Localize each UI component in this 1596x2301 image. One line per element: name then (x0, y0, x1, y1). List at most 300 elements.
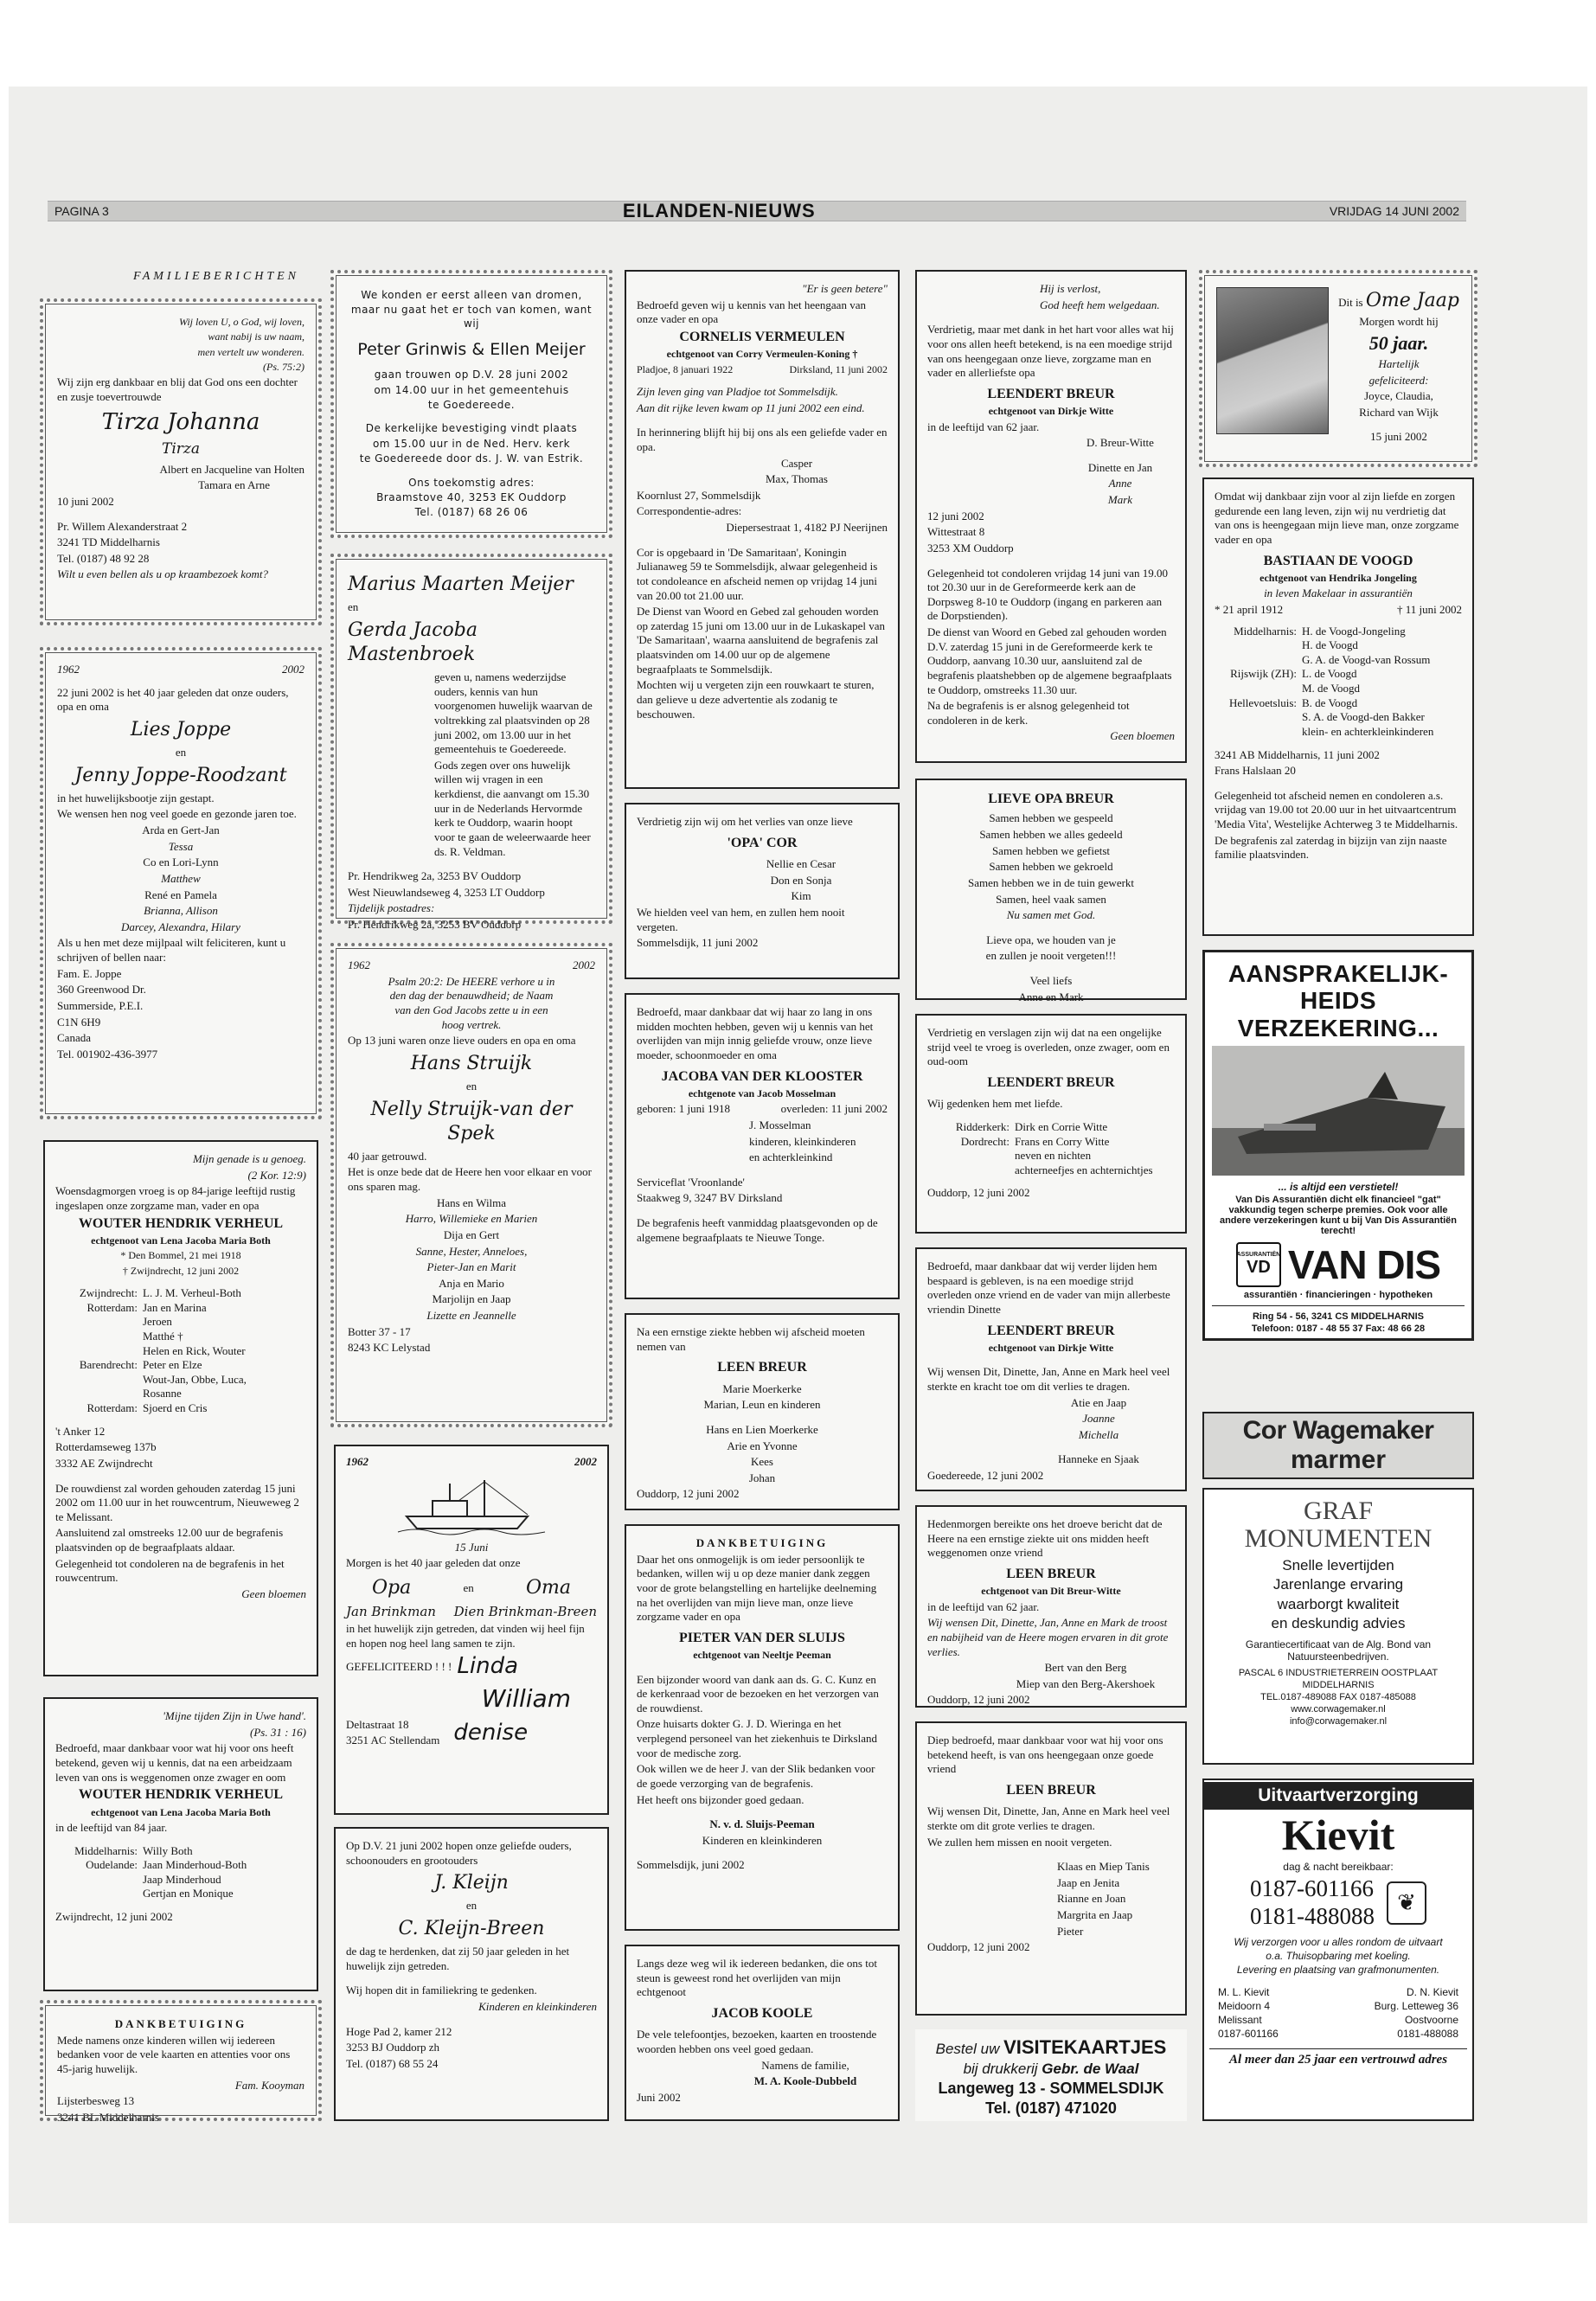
address-line: Lijsterbesweg 13 (57, 2094, 135, 2108)
spouse: echtgenoot van Dit Breur-Witte (981, 1585, 1121, 1598)
verse: Mijn genade is u genoeg. (192, 1152, 306, 1165)
text: We wensen hen nog veel goede en gezonde jaren toe. (57, 807, 297, 821)
address-line: 3253 BJ Ouddorp zh (346, 2041, 439, 2054)
relative-name: G. A. de Voogd-van Rossum (1302, 652, 1431, 666)
text: gefeliciteerd: (1368, 373, 1429, 387)
wedding-grinwis-meijer (330, 270, 612, 538)
place (1215, 682, 1297, 696)
place (55, 1344, 138, 1359)
text: Ons toekomstig adres: (408, 476, 535, 489)
address-line: West Nieuwlandseweg 4, 3253 LT Ouddorp (348, 885, 545, 899)
spouse: echtgenote van Jacob Mosselman (688, 1086, 836, 1099)
relative-name: neven en nichten (1015, 1149, 1092, 1163)
obituary-leen-breur-tanis (915, 1721, 1187, 2016)
text: De kerkelijke bevestiging vindt plaats (365, 422, 578, 435)
footnote: Ouddorp, 12 juni 2002 (637, 1487, 740, 1501)
relative-row (55, 1373, 306, 1388)
date: 15 Juni (454, 1540, 489, 1554)
text: Omdat wij dankbaar zijn voor al zijn liefde en zorgen gedurende een lang leven, zijn wij nu verdrietig dat van ons is heengegaan mijn lieve man, onze zorgzame vader en opa (1215, 490, 1459, 546)
ad-text: dag & nacht bereikbaar: (1283, 1861, 1394, 1873)
poem-line: Samen hebben we gefietst (991, 843, 1111, 857)
name: Nelly Struijk-van der Spek (370, 1098, 573, 1144)
siblings: Tamara en Arne (198, 478, 270, 492)
deceased-name: JACOB KOOLE (711, 2005, 813, 2021)
grave-monuments-ad (1202, 1488, 1474, 1765)
wagemaker-marble-ad (1202, 1412, 1474, 1479)
name: Gerda Jacoba Mastenbroek (348, 619, 478, 665)
section-title: FAMILIEBERICHTEN (132, 270, 300, 283)
relative-name: L. J. M. Verheul-Both (143, 1286, 241, 1300)
deceased-name: LEENDERT BREUR (987, 386, 1115, 401)
text: Hedenmorgen bereikte ons het droeve bericht dat de Heere na een ernstige ziekte uit ons midden heeft weggenomen onze vriend (927, 1517, 1163, 1560)
company-logo: marmer (1290, 1445, 1387, 1474)
text: Woensdagmorgen vroeg is op 84-jarige leeftijd rustig ingeslapen onze zorgzame man, vader en opa (55, 1184, 296, 1212)
place: Rotterdam: (87, 1401, 138, 1415)
age: in de leeftijd van 84 jaar. (55, 1820, 168, 1834)
poem-line: Samen hebben we in de tuin gewerkt (967, 875, 1135, 889)
conjunction: en (465, 1899, 478, 1913)
text: Op 13 juni waren onze lieve ouders en opa en oma (348, 1034, 576, 1048)
address-line: 3241 TD Middelharnis (57, 535, 160, 549)
obituary-lieve-opa-breur (915, 779, 1187, 1003)
poem-line: Nu samen met God. (1006, 908, 1096, 922)
place (55, 1387, 138, 1401)
relatives: D. Breur-Witte Dinette en Jan Anne Mark (1086, 436, 1154, 507)
text: 40 jaar getrouwd. (348, 1149, 427, 1163)
ad-company: Gebr. de Waal (1042, 2061, 1139, 2077)
text: Verdrietig zijn wij om het verlies van onze lieve (637, 815, 853, 828)
anniversary-joppe (40, 647, 322, 1119)
text: De begrafenis heeft vanmiddag plaatsgevonden op de algemene begraafplaats te Nieuwe Tonge. (637, 1216, 878, 1244)
contact-left: M. L. Kievit Meidoorn 4 Melissant 0187-601166 (1218, 1986, 1279, 2041)
spouse: echtgenoot van Corry Vermeulen-Koning † (666, 348, 858, 361)
anniversary-struijk (330, 943, 612, 1427)
relative-name: Wout-Jan, Obbe, Luca, (143, 1372, 247, 1386)
place: Rijswijk (ZH): (1230, 667, 1297, 681)
address-line: Frans Halslaan 20 (1215, 764, 1296, 778)
name: J. Kleijn (434, 1872, 509, 1894)
deceased-name: JACOBA VAN DER KLOOSTER (661, 1068, 863, 1084)
deceased-name: WOUTER HENDRIK VERHEUL (78, 1787, 284, 1803)
poem-line: Samen hebben we alles gedeeld (979, 828, 1123, 842)
text: Gelegenheid tot afscheid nemen en condoleren a.s. vrijdag van 19.00 tot 20.00 uur in het uitvaartcentrum 'Media Vita', Westelijke Achterweg 3 te Middelharnis. (1215, 788, 1458, 831)
relative-row (1215, 710, 1462, 725)
relative-name: Sjoerd en Cris (143, 1401, 208, 1415)
obituary-leendert-breur (915, 270, 1187, 763)
address-line: Correspondentie-adres: (637, 504, 742, 518)
relative-name: klein- en achterkleinkinderen (1302, 724, 1434, 738)
text: om 14.00 uur in het gemeentehuis (374, 383, 569, 396)
text: Hartelijk (1378, 356, 1420, 370)
text: Gelegenheid tot condoleren vrijdag 14 juni van 19.00 tot 20.30 uur in de Gereformeerde kerk aan de Dorpsweg 8-10 te Ouddorp (ingang en parkeren aan de Dorpstienden). (927, 566, 1168, 623)
text: Gods zegen over ons huwelijk willen wij vragen in een kerkdienst, die aanvangt om 15.30 uur in de Nederlands Hervormde kerk te Ouddorp, waarin hoopt voor te gaan de weleerwaarde heer ds. R. Veldman. (434, 758, 591, 858)
relatives (55, 1286, 306, 1416)
footnote: Geen bloemen (241, 1586, 306, 1600)
shipwreck-photo (1212, 1046, 1465, 1176)
relative-name: achterneefjes en achternichtjes (1015, 1163, 1153, 1176)
title: DANKBETUIGING (695, 1536, 829, 1549)
conjunction: en (175, 746, 187, 760)
ad-contact: PASCAL 6 INDUSTRIETERREIN OOSTPLAAT MIDDELHARNIS TEL.0187-489088 FAX 0187-485088 www.corwagemaker.nl info@corwagemaker.nl (1238, 1667, 1439, 1727)
page-number: PAGINA 3 (54, 204, 109, 218)
text: Bedroefd, maar dankbaar dat wij verder lijden hem bespaard is gebleven, is na een moedige strijd overleden onze vriend en de vader van mijn allerbeste vriendin Dinette (927, 1259, 1170, 1316)
text: Verdrietig en verslagen zijn wij dat na een ongelijke strijd veel te vroeg is overleden, onze zwager, oom en oud-oom (927, 1026, 1170, 1068)
text: geven u, namens wederzijdse ouders, kennis van hun voorgenomen huwelijk waarvan de voltrekking zal plaatsvinden op 28 juni 2002, om 13.00 uur in het gemeentehuis te Goedereede. (434, 670, 593, 756)
place: Middelharnis: (74, 1843, 138, 1857)
years: 1962 2002 (348, 958, 595, 971)
relative-row (55, 1358, 306, 1373)
address-line: Hoge Pad 2, kamer 212 (346, 2024, 452, 2038)
text: De Dienst van Woord en Gebed zal gehouden worden op zaterdag 15 juni om 13.00 uur in de Lukaskapel van 'De Samaritaan', waarna aansluitend de begrafenis zal plaatsvinden om 14.00 uur op de algemene begraafplaats te Sommelsdijk. (637, 605, 886, 676)
relative-row (55, 1315, 306, 1330)
relatives: Atie en Jaap Joanne Michella Hanneke en Sjaak (1058, 1395, 1139, 1466)
relative-row (1215, 667, 1462, 682)
text: Wij gedenken hem met liefde. (927, 1097, 1063, 1111)
relative-row (1215, 625, 1462, 639)
place (55, 1373, 138, 1388)
text: Dit is (1338, 296, 1363, 309)
contact-right: D. N. Kievit Burg. Letteweg 36 Oostvoorne 0181-488088 (1374, 1986, 1458, 2041)
place (1215, 638, 1297, 653)
signature: Kinderen en kleinkinderen (702, 1833, 823, 1847)
ad-headline: Uitvaartverzorging (1204, 1782, 1472, 1810)
text: Na een ernstige ziekte hebben wij afscheid moeten nemen van (637, 1325, 865, 1353)
relatives: Klaas en Miep Tanis Jaap en Jenita Rianne en Joan Margrita en Jaap Pieter (1057, 1860, 1150, 1938)
relative-row (55, 1330, 306, 1344)
name: Hans Struijk (410, 1052, 533, 1074)
signature: M. A. Koole-Dubbeld (753, 2074, 857, 2088)
address-line: Tel. (0187) 68 55 24 (346, 2056, 439, 2070)
phone: 0187-601166 (1250, 1875, 1374, 1901)
deceased-name: LEEN BREUR (717, 1360, 807, 1375)
died: † Zwijndrecht, 12 juni 2002 (122, 1264, 240, 1277)
poem-line: Samen, heel vaak samen (996, 892, 1106, 906)
relative-row (1215, 653, 1462, 668)
text: Bedroefd, maar dankbaar dat wij haar zo lang in ons midden mochten hebben, geven wij u kennis van het overlijden van mijn innig geliefde vrouw, onze lieve moeder, schoonmoeder en oma (637, 1005, 874, 1061)
relative: Max, Thomas (766, 472, 828, 486)
deceased-name: LEEN BREUR (1006, 1782, 1096, 1798)
text: Als u hen met deze mijlpaal wilt feliciteren, kunt u schrijven of bellen naar: (57, 936, 286, 965)
place: Dordrecht: (960, 1134, 1010, 1148)
verse: Aan dit rijke leven kwam op 11 juni 2002 een eind. (637, 401, 865, 414)
name: Marius Maarten Meijer (348, 574, 574, 595)
verse-ref: (2 Kor. 12:9) (247, 1168, 306, 1182)
address-line: 3241 BL Middelharnis (57, 2110, 159, 2124)
ad-text: ... is altijd een verstietel! (1278, 1181, 1399, 1194)
conjunction: en (463, 1580, 474, 1594)
ad-tagline: Snelle levertijden Jarenlange ervaring waarborgt kwaliteit en deskundig advies (1271, 1557, 1406, 1632)
poem-line: en zullen je nooit vergeten!!! (985, 949, 1117, 963)
deceased-name: CORNELIS VERMEULEN (679, 329, 845, 344)
title: DANKBETUIGING (114, 2017, 247, 2030)
newspaper-logo: EILANDEN-NIEUWS (622, 200, 816, 221)
name: Oma (525, 1576, 571, 1599)
relative-row (55, 1286, 306, 1301)
footnote: Ouddorp, 12 juni 2002 (927, 1186, 1030, 1200)
born: * Den Bommel, 21 mei 1918 (120, 1249, 241, 1262)
footnote: Sommelsdijk, juni 2002 (637, 1858, 745, 1872)
address-line: Botter 37 - 17 (348, 1324, 411, 1338)
relatives: Nellie en Cesar Don en Sonja Kim (766, 857, 836, 903)
place (55, 1330, 138, 1344)
signature: Anne en Mark (1018, 990, 1084, 1003)
relative-name: Helen en Rick, Wouter (143, 1343, 246, 1357)
relative-name: B. de Voogd (1302, 695, 1358, 709)
spouse: echtgenoot van Lena Jacoba Maria Both (91, 1234, 271, 1247)
text: De dienst van Woord en Gebed zal gehouden worden D.V. zaterdag 15 juni in de Gereformeerde kerk te Ouddorp, aanvang 10.30 uur, aansluitend zal de begrafenis plaatshebben op de algemene begraafplaats te Ouddorp, omstreeks 11.30 uur. (927, 625, 1172, 696)
place: Zwijndrecht: (79, 1286, 138, 1300)
ad-headline: MONUMENTEN (1244, 1524, 1433, 1553)
text: Richard van Wijk (1359, 405, 1439, 419)
address-line: 8243 KC Lelystad (348, 1341, 431, 1355)
signature: Veel liefs (1029, 974, 1073, 988)
years: 1962 2002 (57, 663, 304, 676)
place (1215, 710, 1297, 725)
kievit-funeral-ad (1202, 1779, 1474, 2121)
text: Aansluitend zal omstreeks 12.00 uur de begrafenis plaatsvinden op de begraafplaats aldaar. (55, 1526, 284, 1554)
obituary-verheul-2 (43, 1697, 318, 1991)
text: Joyce, Claudia, (1364, 389, 1433, 403)
text: Daar het ons onmogelijk is om ieder persoonlijk te bedanken, willen wij u op deze manier dank zeggen voor de grote belangstelling en hartelijke deelneming na het overlijden van mijn lieve man, onze lieve zorgzame vader en opa (637, 1552, 877, 1624)
relative-name: S. A. de Voogd-den Bakker (1302, 710, 1425, 724)
dates: Pladjoe, 8 januari 1922 Dirksland, 11 juni 2002 (637, 362, 888, 375)
footnote: Goedereede, 12 juni 2002 (927, 1469, 1044, 1483)
relative-name: M. de Voogd (1302, 682, 1361, 695)
ad-headline: GRAF (1303, 1497, 1374, 1525)
text: Braamstove 40, 3253 EK Ouddorp (376, 490, 567, 503)
company-logo: Cor Wagemaker (1242, 1416, 1434, 1445)
relatives (927, 1120, 1175, 1178)
footnote: Ouddorp, 12 juni 2002 (927, 1693, 1030, 1707)
verse-ref: (Ps. 31 : 16) (250, 1725, 306, 1739)
wedding-meijer-mastenbroek (330, 554, 612, 932)
relative-row (55, 1401, 306, 1416)
text: Ook willen we de heer J. van der Slik bedanken voor de goede verzorging van de begrafenis. (637, 1762, 875, 1790)
anniversary-brinkman (334, 1445, 609, 1815)
footnote: Juni 2002 (637, 2090, 681, 2104)
deceased-name: LEENDERT BREUR (987, 1323, 1115, 1338)
spouse: echtgenoot van Hendrika Jongeling (1259, 571, 1417, 584)
text: om 15.00 uur in de Ned. Herv. kerk (372, 437, 571, 450)
signature: N. v. d. Sluijs-Peeman (709, 1817, 815, 1831)
obituary-de-voogd (1202, 478, 1474, 936)
footnote: Ouddorp, 12 juni 2002 (927, 1940, 1030, 1954)
ad-services: Wij verzorgen voor u alles rondom de uitvaart o.a. Thuisopbaring met koeling. Levering en plaatsing van grafmonumenten. (1234, 1936, 1443, 1977)
name: C. Kleijn-Breen (398, 1918, 545, 1940)
relative-name: Frans en Corry Witte (1015, 1134, 1110, 1148)
deceased-name: LIEVE OPA BREUR (988, 792, 1114, 806)
place (927, 1149, 1010, 1163)
place: Rotterdam: (87, 1300, 138, 1314)
address-line: Pr. Willem Alexanderstraat 2 (57, 519, 188, 533)
ad-headline: AANSPRAKELIJK- HEIDS VERZEKERING... (1227, 960, 1449, 1042)
boy-photo (1216, 287, 1329, 434)
spouse: echtgenoot van Neeltje Peeman (693, 1649, 831, 1662)
name: Ome Jaap (1365, 290, 1459, 311)
name: Jenny Joppe-Roodzant (74, 764, 287, 786)
place: Ridderkerk: (955, 1119, 1010, 1133)
ad-text: assurantiën · financieringen · hypotheken (1243, 1290, 1433, 1301)
conjunction: en (348, 600, 359, 614)
verse: Wij loven U, o God, wij loven, want nabij is uw naam, men vertelt uw wonderen. (Ps. 75:2) (179, 316, 304, 374)
signature: Fam. Kooyman (234, 2078, 304, 2092)
relative-row (927, 1135, 1175, 1150)
text: de dag te herdenken, dat zij 50 jaar geleden in het huwelijk zijn getreden. (346, 1945, 570, 1972)
relative-row (55, 1887, 306, 1901)
place (927, 1163, 1010, 1178)
ad-text: bij drukkerij (963, 2061, 1038, 2077)
thanks-koole (625, 1945, 900, 2121)
dates: geboren: 1 juni 1918 overleden: 11 juni 2002 (637, 1102, 888, 1116)
poem (927, 811, 1175, 907)
conjunction: en (465, 1079, 478, 1093)
birthday-ome-jaap (1199, 270, 1477, 467)
text: Na de begrafenis is er alsnog gelegenheid tot condoleren in de kerk. (927, 699, 1130, 727)
text: Mochten wij u vergeten zijn een rouwkaart te sturen, dan gelieve u deze advertentie als zodanig te beschouwen. (637, 678, 875, 721)
address: Deltastraat 18 3251 AC Stellendam (346, 1717, 440, 1747)
deceased-name: PIETER VAN DER SLUIJS (679, 1630, 845, 1645)
place (55, 1887, 138, 1901)
text: Wij wensen Dit, Dinette, Jan, Anne en Mark heel veel sterkte en kracht toe om dit verlies te dragen. (927, 1365, 1170, 1393)
bird-emblem-icon: ❦ (1387, 1881, 1426, 1925)
name: Lies Joppe (130, 718, 232, 740)
signature: Kinderen en kleinkinderen (478, 2000, 597, 2014)
relative-name: Rosanne (143, 1387, 182, 1400)
family-list: Arda en Gert-Jan Tessa Co en Lori-Lynn Matthew René en Pamela Brianna, Allison Darcey, Alexandra, Hilary (121, 824, 240, 933)
spouse: echtgenoot van Dirkje Witte (988, 405, 1114, 418)
verse: Zijn leven ging van Pladjoe tot Sommelsdijk. (637, 385, 838, 399)
place: Oudelande: (86, 1858, 138, 1872)
relative-row (927, 1149, 1175, 1163)
ad-address: Ring 54 - 56, 3241 CS MIDDELHARNIS (1252, 1311, 1425, 1323)
text: Op D.V. 21 juni 2002 hopen onze geliefde ouders, schoonouders en grootouders (346, 1839, 572, 1867)
text: Het is onze bede dat de Heere hen voor elkaar en voor ons sparen mag. (348, 1165, 592, 1194)
phone: 0181-488088 (1250, 1902, 1375, 1929)
name: Dien Brinkman-Breen (453, 1604, 597, 1620)
deceased-name: BASTIAAN DE VOOGD (1263, 553, 1413, 568)
address-line: Pr. Hendrikweg 2a, 3253 BV Ouddorp (348, 869, 522, 883)
text: te Goedereede door ds. J. W. van Estrik. (359, 452, 584, 465)
poem-line: Lieve opa, we houden van je (986, 933, 1116, 946)
text: Verdrietig, maar met dank in het hart voor alles wat hij voor ons allen heeft betekend, is na een moedige strijd van ons heengegaan onze lieve, zorgzame man en vader en allerliefste opa (927, 323, 1174, 380)
obituary-vermeulen (625, 270, 900, 789)
text: Morgen is het 40 jaar geleden dat onze (346, 1556, 521, 1570)
ad-text: Van Dis Assurantiën dicht elk financieel "gat" vakkundig tegen scherpe premies. Ook voor alle andere verzekeringen kunt u bij Van Dis Assurantiën terecht! (1219, 1195, 1458, 1237)
footnote: Wilt u even bellen als u op kraambezoek komt? (57, 567, 269, 581)
relative-name: L. de Voogd (1302, 667, 1357, 681)
obituary-breur-witte (915, 1014, 1187, 1234)
poem-line: Samen hebben we gekroeld (989, 860, 1113, 874)
text: Onze huisarts dokter G. J. D. Wieringa en het verplegend personeel van het ziekenhuis te Dirksland voor de medische zorg. (637, 1717, 877, 1759)
verse: "Er is geen betere" (802, 282, 888, 295)
spouse: echtgenoot van Dirkje Witte (988, 1341, 1114, 1354)
occupation: in leven Makelaar in assurantiën (1264, 586, 1413, 600)
verse: Psalm 20:2: De HEERE verhore u in den dag der benauwdheid; de Naam van den God Jacobs zette u in een hoog vertrek. (388, 974, 555, 1031)
relative-row (55, 1873, 306, 1888)
date: 12 juni 2002 (927, 509, 984, 522)
issue-date: VRIJDAG 14 JUNI 2002 (1329, 204, 1459, 218)
text: Wij wensen Dit, Dinette, Jan, Anne en Mark heel veel sterkte om dit grote verlies te dragen. (927, 1804, 1170, 1832)
text: Cor is opgebaard in 'De Samaritaan', Koningin Julianaweg 59 te Sommelsdijk, alwaar gelegenheid is tot condoleance en afscheid nemen op vrijdag 14 juni van 20.00 tot 21.00 uur. (637, 545, 878, 602)
relatives: Marie Moerkerke Marian, Leun en kinderen Hans en Lien Moerkerke Arie en Yvonne Kees Johan (703, 1381, 821, 1484)
address-line: Diepersestraat 1, 4182 PJ Neerijnen (726, 521, 888, 535)
baby-short-name: Tirza (162, 439, 200, 458)
verse: 'Mijne tijden Zijn in Uwe hand'. (163, 1709, 306, 1722)
relative-name: H. de Voogd-Jongeling (1302, 624, 1406, 638)
address-line: Serviceflat 'Vroonlande' (637, 1175, 745, 1189)
deceased-name: LEENDERT BREUR (987, 1074, 1115, 1090)
ad-text: Garantiecertificaat van de Alg. Bond van Natuursteenbedrijven. (1245, 1638, 1432, 1663)
obituary-leen-breur-moerkerke (625, 1313, 900, 1510)
relative-name: Jan en Marina (143, 1300, 207, 1314)
footnote: Sommelsdijk, 11 juni 2002 (637, 936, 759, 950)
relatives: J. Mosselman kinderen, kleinkinderen en achterkleinkind (749, 1118, 856, 1164)
ad-address: Langeweg 13 - SOMMELSDIJK (938, 2080, 1164, 2097)
address-line: Staakweg 9, 3247 BV Dirksland (637, 1191, 783, 1205)
thanks-kooyman (40, 2000, 322, 2124)
relative-row (55, 1344, 306, 1359)
thanks-van-der-sluijs (625, 1524, 900, 1931)
text: Het heeft ons bijzonder goed gedaan. (637, 1792, 804, 1806)
text: We zullen hem missen en nooit vergeten. (927, 1835, 1112, 1849)
handwritten-signature: denise (453, 1719, 529, 1746)
relative-row (55, 1387, 306, 1401)
place: Barendrecht: (79, 1358, 138, 1372)
text: Bedroefd geven wij u kennis van het heengaan van onze vader en opa (637, 298, 866, 326)
relative-row (1215, 696, 1462, 711)
relative-name: Jaan Minderhoud-Both (143, 1858, 247, 1872)
text: We hielden veel van hem, en zullen hem nooit vergeten. (637, 905, 845, 933)
relatives: Bert van den Berg Miep van den Berg-Akershoek (1016, 1661, 1156, 1690)
relative-row (1215, 682, 1462, 696)
page-header (48, 201, 1466, 221)
address-line: Koornlust 27, Sommelsdijk (637, 488, 761, 502)
text: gaan trouwen op D.V. 28 juni 2002 (374, 369, 569, 381)
announcement-text: 22 juni 2002 is het 40 jaar geleden dat onze ouders, opa en oma (57, 685, 289, 714)
name: Opa (372, 1576, 412, 1599)
relative-name: Gertjan en Monique (143, 1887, 234, 1900)
anniversary-kleijn (334, 1827, 609, 2121)
address-line: Pr. Hendrikweg 2a, 3253 BV Ouddorp (348, 918, 522, 932)
relative-row (1215, 638, 1462, 653)
text: Langs deze weg wil ik iedereen bedanken, die ons tot steun is geweest rond het overlijden van mijn echtgenoot (637, 1957, 877, 1999)
baby-name: Tirza Johanna (101, 408, 260, 435)
date: 15 juni 2002 (1370, 430, 1427, 444)
text: Morgen wordt hij (1359, 315, 1439, 329)
deceased-name: WOUTER HENDRIK VERHEUL (78, 1215, 284, 1231)
ad-phone: Telefoon: 0187 - 48 55 37 Fax: 48 66 28 (1251, 1324, 1426, 1335)
address-line: Tijdelijk postadres: (348, 901, 435, 915)
relative-row (927, 1120, 1175, 1135)
text: Een bijzonder woord van dank aan ds. G. C. Kunz en de kerkenraad voor de bezoeken en het verzorgen van de rouwdienst. (637, 1672, 879, 1715)
age: 50 jaar. (1368, 331, 1429, 354)
ad-text: Bestel uw (935, 2041, 1000, 2057)
address: 't Anker 12 Rotterdamseweg 137b 3332 AE Zwijndrecht (55, 1424, 157, 1470)
relative-row (1215, 725, 1462, 740)
spouse: echtgenoot van Lena Jacoba Maria Both (91, 1805, 271, 1818)
deceased-name: 'OPA' COR (727, 835, 798, 850)
handwritten-signature: Linda (457, 1653, 519, 1680)
company-logo: Kievit (1281, 1811, 1395, 1859)
text: We konden er eerst alleen van dromen, (361, 289, 582, 301)
poem-line: Samen hebben we gespeeld (989, 811, 1113, 825)
footnote: Zwijndrecht, 12 juni 2002 (55, 1910, 173, 1924)
text: De rouwdienst zal worden gehouden zaterdag 15 juni 2002 om 11.00 uur in het rouwcentrum, Nieuweweg 2 te Melissant. (55, 1481, 299, 1523)
relative: Casper (780, 456, 813, 470)
text: te Goedereede. (427, 399, 516, 412)
relatives (55, 1844, 306, 1902)
text: De vele telefoontjes, bezoeken, kaarten en troostende woorden hebben ons veel goed gedaan. (637, 2028, 877, 2055)
